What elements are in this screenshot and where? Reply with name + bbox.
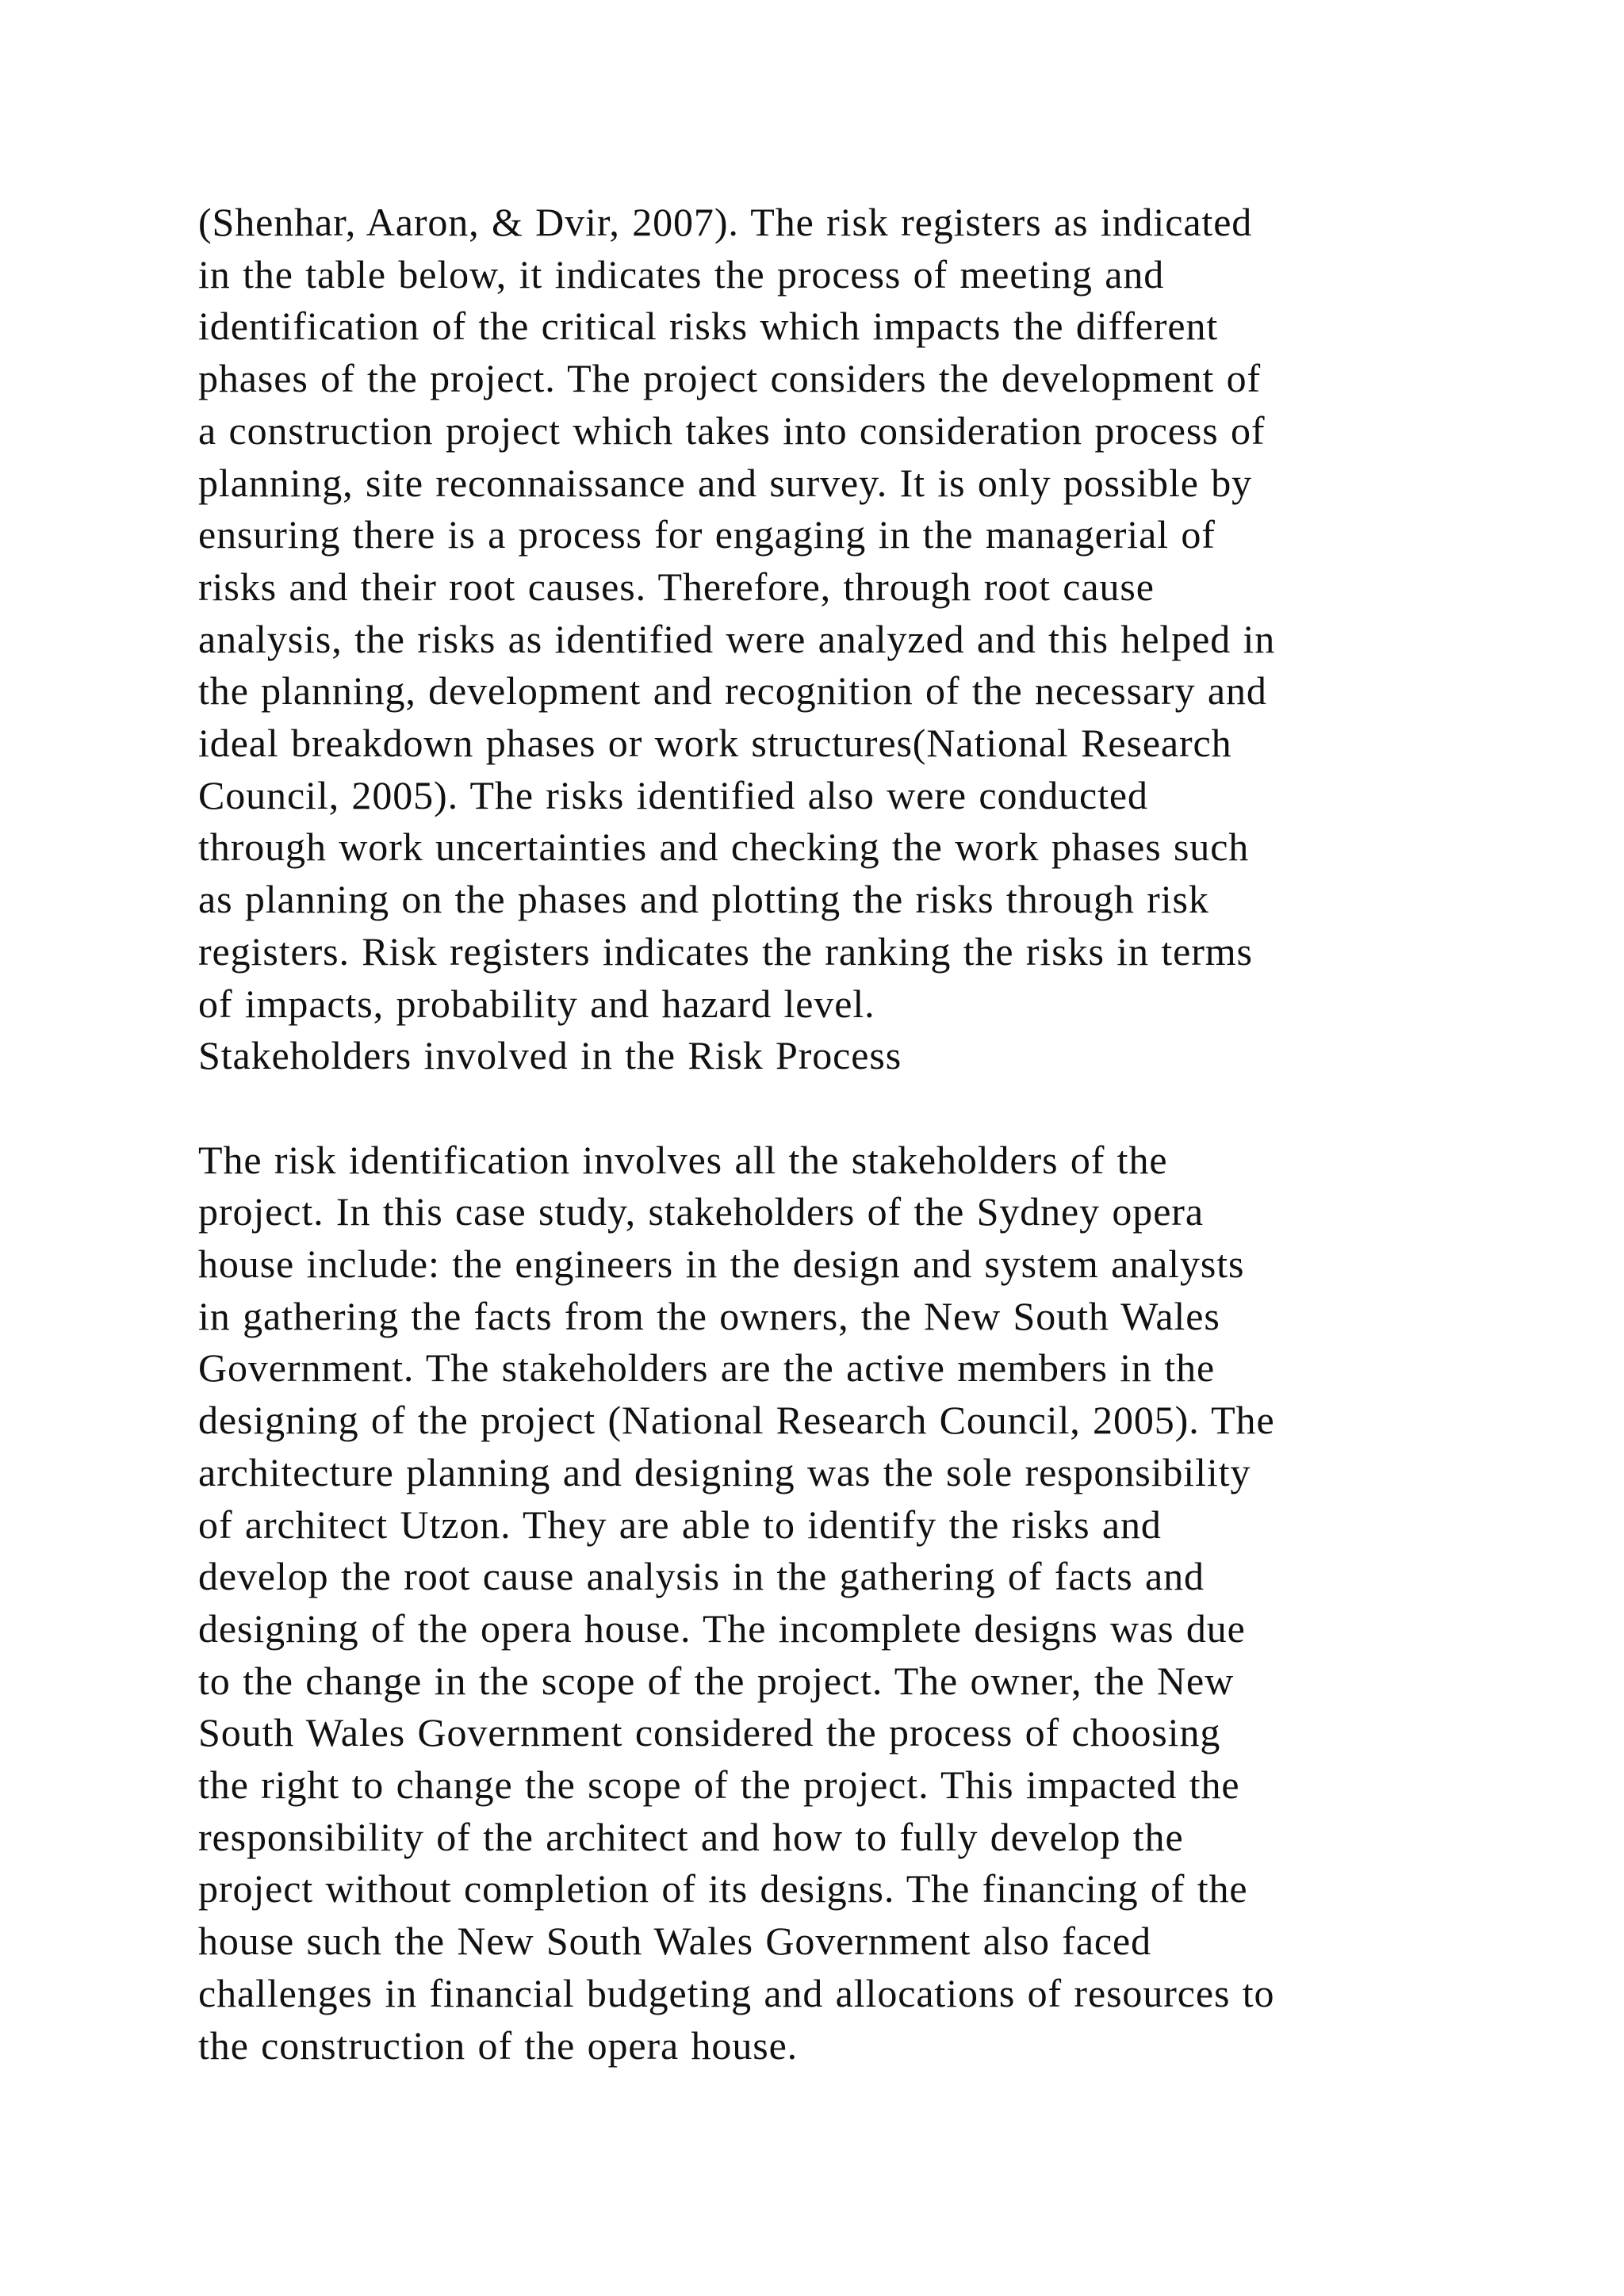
text-line: to the change in the scope of the project. The owner, the New [198, 1658, 1235, 1703]
text-line: a construction project which takes into consideration process of [198, 408, 1266, 453]
text-line: the planning, development and recognition of the necessary and [198, 668, 1267, 714]
text-line: ensuring there is a process for engaging in the managerial of [198, 512, 1216, 557]
text-line: The risk identification involves all the stakeholders of the [198, 1137, 1168, 1182]
text-line: South Wales Government considered the process of choosing [198, 1710, 1221, 1755]
paragraph-1 [198, 197, 1507, 1030]
text-line: architecture planning and designing was the sole responsibility [198, 1449, 1251, 1494]
text-line: through work uncertainties and checking the work phases such [198, 825, 1250, 870]
text-line: challenges in financial budgeting and allocations of resources to [198, 1970, 1275, 2015]
text-line: ideal breakdown phases or work structures(National Research [198, 721, 1232, 766]
text-line: in the table below, it indicates the process of meeting and [198, 251, 1165, 297]
paragraph-2 [198, 1135, 1507, 2072]
text-line: project without completion of its designs. The financing of the [198, 1866, 1248, 1911]
text-line: Government. The stakeholders are the active members in the [198, 1345, 1216, 1391]
text-line: of impacts, probability and hazard level. [198, 981, 875, 1026]
text-line: risks and their root causes. Therefore, through root cause [198, 564, 1155, 609]
text-line: designing of the opera house. The incomplete designs was due [198, 1605, 1246, 1651]
text-line: project. In this case study, stakeholders of the Sydney opera [198, 1189, 1204, 1234]
blank-line [198, 1082, 1507, 1135]
document-body [198, 197, 1507, 2072]
text-line: planning, site reconnaissance and survey. It is only possible by [198, 460, 1253, 505]
text-line: house include: the engineers in the design and system analysts [198, 1242, 1245, 1287]
text-line: registers. Risk registers indicates the ranking the risks in terms [198, 928, 1253, 974]
text-line: as planning on the phases and plotting the risks through risk [198, 877, 1209, 922]
text-line: in gathering the facts from the owners, the New South Wales [198, 1293, 1220, 1338]
text-line: identification of the critical risks which impacts the different [198, 304, 1219, 349]
text-line: Council, 2005). The risks identified also were conducted [198, 772, 1148, 817]
text-line: designing of the project (National Research Council, 2005). The [198, 1398, 1275, 1443]
text-line: of architect Utzon. They are able to identify the risks and [198, 1502, 1162, 1547]
text-line: house such the New South Wales Government also faced [198, 1919, 1152, 1964]
text-line: phases of the project. The project considers the development of [198, 356, 1262, 401]
section-heading: Stakeholders involved in the Risk Process [198, 1033, 902, 1078]
text-line: (Shenhar, Aaron, & Dvir, 2007). The risk registers as indicated [198, 200, 1253, 244]
text-line: the construction of the opera house. [198, 2022, 799, 2068]
text-line: the right to change the scope of the project. This impacted the [198, 1762, 1240, 1808]
text-line: analysis, the risks as identified were analyzed and this helped in [198, 616, 1276, 661]
text-line: develop the root cause analysis in the gathering of facts and [198, 1554, 1205, 1599]
text-line: responsibility of the architect and how to fully develop the [198, 1814, 1184, 1859]
